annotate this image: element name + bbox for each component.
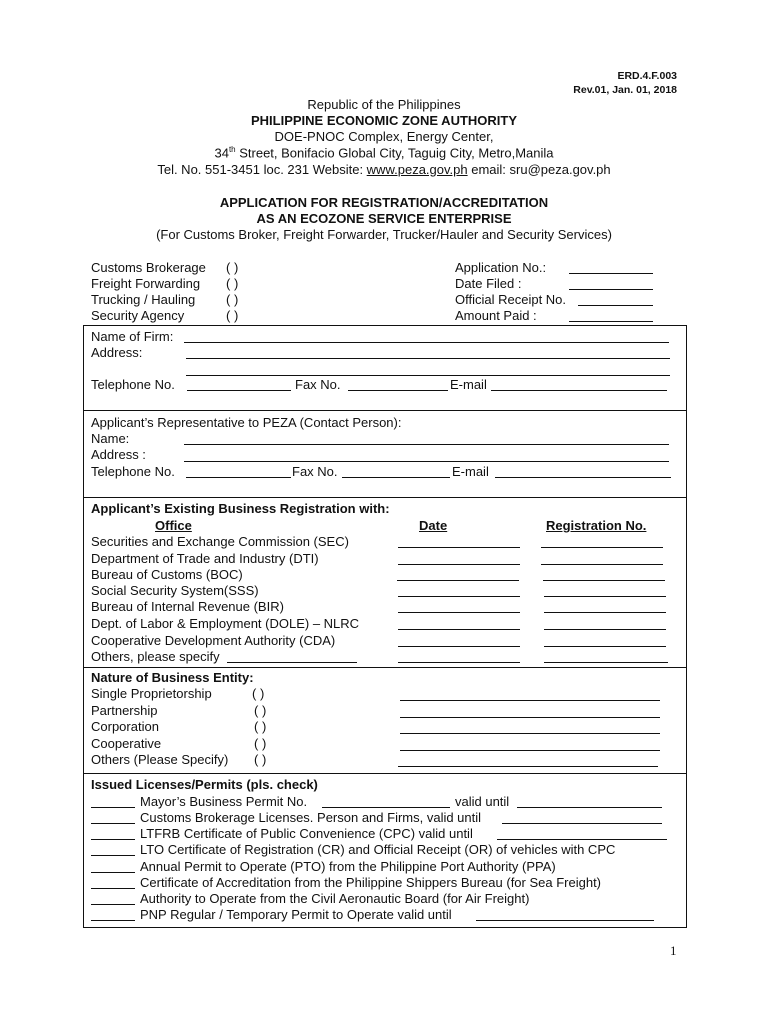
header-tel: Tel. No. 551-3451 loc. 231 Website:	[157, 162, 367, 177]
service-trucking-checkbox[interactable]: ( )	[226, 292, 239, 307]
amount-paid-label: Amount Paid :	[455, 308, 537, 323]
document-code: ERD.4.F.003	[617, 70, 677, 82]
service-security-label: Security Agency	[91, 308, 185, 323]
form-subtitle: (For Customs Broker, Freight Forwarder, Trucker/Hauler and Security Services)	[156, 227, 612, 242]
firm-name-label: Name of Firm:	[91, 329, 174, 344]
rep-name-label: Name:	[91, 431, 130, 446]
reg-date-field[interactable]	[398, 564, 520, 565]
license-lto: LTO Certificate of Registration (CR) and Official Receipt (OR) of vehicles with CPC	[140, 842, 616, 857]
license-psb: Certificate of Accreditation from the Philippine Shippers Bureau (for Sea Freight)	[140, 875, 602, 890]
service-customs-label: Customs Brokerage	[91, 260, 206, 275]
rep-fax-field[interactable]	[342, 477, 450, 478]
service-trucking-label: Trucking / Hauling	[91, 292, 196, 307]
header-contact	[0, 162, 768, 177]
license-customs-brokerage: Customs Brokerage Licenses. Person and Firms, valid until	[140, 810, 482, 825]
reg-office-boc: Bureau of Customs (BOC)	[91, 567, 243, 582]
service-freight-label: Freight Forwarding	[91, 276, 201, 291]
firm-email-field[interactable]	[491, 390, 667, 391]
reg-office-others: Others, please specify	[91, 649, 220, 664]
official-receipt-field[interactable]	[578, 305, 653, 306]
street-rest: Street, Bonifacio Global City, Taguig City, Metro,Manila	[235, 145, 554, 161]
form-title-line2: AS AN ECOZONE SERVICE ENTERPRISE	[256, 211, 512, 226]
reg-office-sec: Securities and Exchange Commission (SEC)	[91, 534, 349, 549]
form-title-line1: APPLICATION FOR REGISTRATION/ACCREDITATION	[219, 195, 549, 210]
license-valid-until-label: valid until	[455, 794, 510, 809]
header-republic: Republic of the Philippines	[307, 97, 461, 112]
reg-office-sss: Social Security System(SSS)	[91, 583, 259, 598]
header-address	[0, 145, 768, 160]
firm-address-field[interactable]	[186, 358, 670, 359]
reg-number-field[interactable]	[544, 629, 666, 630]
reg-office-cda: Cooperative Development Authority (CDA)	[91, 633, 336, 648]
firm-fax-label: Fax No.	[295, 377, 341, 392]
reg-date-field[interactable]	[398, 646, 520, 647]
entity-sole-label: Single Proprietorship	[91, 686, 212, 701]
entity-heading: Nature of Business Entity:	[91, 670, 254, 685]
license-cab: Authority to Operate from the Civil Aeronautic Board (for Air Freight)	[140, 891, 530, 906]
section-divider	[83, 773, 687, 774]
entity-corporation-checkbox[interactable]: ( )	[254, 719, 267, 734]
license-check-field[interactable]	[91, 823, 135, 824]
entity-detail-field[interactable]	[398, 766, 658, 767]
reg-others-specify-field[interactable]	[227, 662, 357, 663]
header-agency: PHILIPPINE ECONOMIC ZONE AUTHORITY	[250, 113, 518, 128]
section-divider	[83, 667, 687, 668]
rep-address-field[interactable]	[184, 461, 669, 462]
entity-partnership-label: Partnership	[91, 703, 158, 718]
application-no-label: Application No.:	[455, 260, 547, 275]
license-check-field[interactable]	[91, 888, 135, 889]
website-link[interactable]: www.peza.gov.ph	[366, 162, 468, 177]
entity-detail-field[interactable]	[400, 750, 660, 751]
reg-date-field[interactable]	[398, 596, 520, 597]
reg-number-field[interactable]	[544, 612, 666, 613]
entity-partnership-checkbox[interactable]: ( )	[254, 703, 267, 718]
entity-sole-checkbox[interactable]: ( )	[252, 686, 265, 701]
reg-date-field[interactable]	[398, 629, 520, 630]
document-revision: Rev.01, Jan. 01, 2018	[573, 84, 677, 96]
rep-address-label: Address :	[91, 447, 146, 462]
page-number: 1	[670, 943, 677, 958]
entity-detail-field[interactable]	[400, 700, 660, 701]
reg-number-field[interactable]	[541, 564, 663, 565]
street-number: 34	[214, 145, 229, 161]
reg-number-field[interactable]	[541, 547, 663, 548]
customs-valid-field[interactable]	[502, 823, 662, 824]
pnp-valid-field[interactable]	[476, 920, 654, 921]
firm-tel-field[interactable]	[187, 390, 291, 391]
mayor-permit-valid-field[interactable]	[517, 807, 662, 808]
rep-name-field[interactable]	[184, 444, 669, 445]
registration-heading: Applicant’s Existing Business Registration with:	[91, 501, 390, 516]
official-receipt-label: Official Receipt No.	[455, 292, 567, 307]
licenses-heading: Issued Licenses/Permits (pls. check)	[91, 777, 318, 792]
firm-tel-label: Telephone No.	[91, 377, 175, 392]
header-complex: DOE-PNOC Complex, Energy Center,	[274, 129, 494, 144]
reg-number-field[interactable]	[544, 646, 666, 647]
license-pnp: PNP Regular / Temporary Permit to Operate valid until	[140, 907, 452, 922]
reg-date-field[interactable]	[397, 580, 519, 581]
rep-tel-field[interactable]	[186, 477, 291, 478]
firm-name-field[interactable]	[184, 342, 669, 343]
firm-fax-field[interactable]	[348, 390, 448, 391]
reg-date-field[interactable]	[398, 547, 520, 548]
license-ltfrb: LTFRB Certificate of Public Convenience (CPC) valid until	[140, 826, 473, 841]
license-check-field[interactable]	[91, 904, 135, 905]
entity-detail-field[interactable]	[400, 733, 660, 734]
application-no-field[interactable]	[569, 273, 653, 274]
date-filed-label: Date Filed :	[455, 276, 522, 291]
amount-paid-field[interactable]	[569, 321, 653, 322]
rep-heading: Applicant’s Representative to PEZA (Contact Person):	[91, 415, 402, 430]
street-superscript: th	[228, 145, 236, 154]
license-mayor-permit: Mayor’s Business Permit No.	[140, 794, 308, 809]
reg-date-field[interactable]	[398, 612, 520, 613]
reg-number-field[interactable]	[543, 580, 665, 581]
firm-address-label: Address:	[91, 345, 143, 360]
mayor-permit-no-field[interactable]	[322, 807, 450, 808]
reg-number-field[interactable]	[544, 596, 666, 597]
reg-number-field[interactable]	[544, 662, 668, 663]
rep-tel-label: Telephone No.	[91, 464, 175, 479]
ltfrb-valid-field[interactable]	[497, 839, 667, 840]
entity-others-checkbox[interactable]: ( )	[254, 752, 267, 767]
service-freight-checkbox[interactable]: ( )	[226, 276, 239, 291]
reg-office-bir: Bureau of Internal Revenue (BIR)	[91, 599, 284, 614]
reg-office-dole: Dept. of Labor & Employment (DOLE) – NLRC	[91, 616, 360, 631]
entity-cooperative-label: Cooperative	[91, 736, 162, 751]
license-check-field[interactable]	[91, 920, 135, 921]
date-filed-field[interactable]	[569, 289, 653, 290]
rep-email-label: E-mail	[452, 464, 489, 479]
rep-fax-label: Fax No.	[292, 464, 338, 479]
firm-email-label: E-mail	[450, 377, 487, 392]
license-check-field[interactable]	[91, 872, 135, 873]
entity-detail-field[interactable]	[400, 717, 660, 718]
entity-cooperative-checkbox[interactable]: ( )	[254, 736, 267, 751]
firm-address-field-2[interactable]	[186, 375, 670, 376]
service-security-checkbox[interactable]: ( )	[226, 308, 239, 323]
section-divider	[83, 410, 687, 411]
col-regno-header: Registration No.	[546, 518, 647, 533]
col-office-header: Office	[155, 518, 192, 533]
reg-office-dti: Department of Trade and Industry (DTI)	[91, 551, 319, 566]
section-divider	[83, 497, 687, 498]
license-check-field[interactable]	[91, 807, 135, 808]
license-check-field[interactable]	[91, 839, 135, 840]
reg-date-field[interactable]	[398, 662, 520, 663]
entity-others-label: Others (Please Specify)	[91, 752, 229, 767]
entity-corporation-label: Corporation	[91, 719, 159, 734]
header-email: email: sru@peza.gov.ph	[467, 162, 611, 177]
rep-email-field[interactable]	[495, 477, 671, 478]
service-customs-checkbox[interactable]: ( )	[226, 260, 239, 275]
license-check-field[interactable]	[91, 855, 135, 856]
license-pto: Annual Permit to Operate (PTO) from the Philippine Port Authority (PPA)	[140, 859, 556, 874]
col-date-header: Date	[419, 518, 448, 533]
